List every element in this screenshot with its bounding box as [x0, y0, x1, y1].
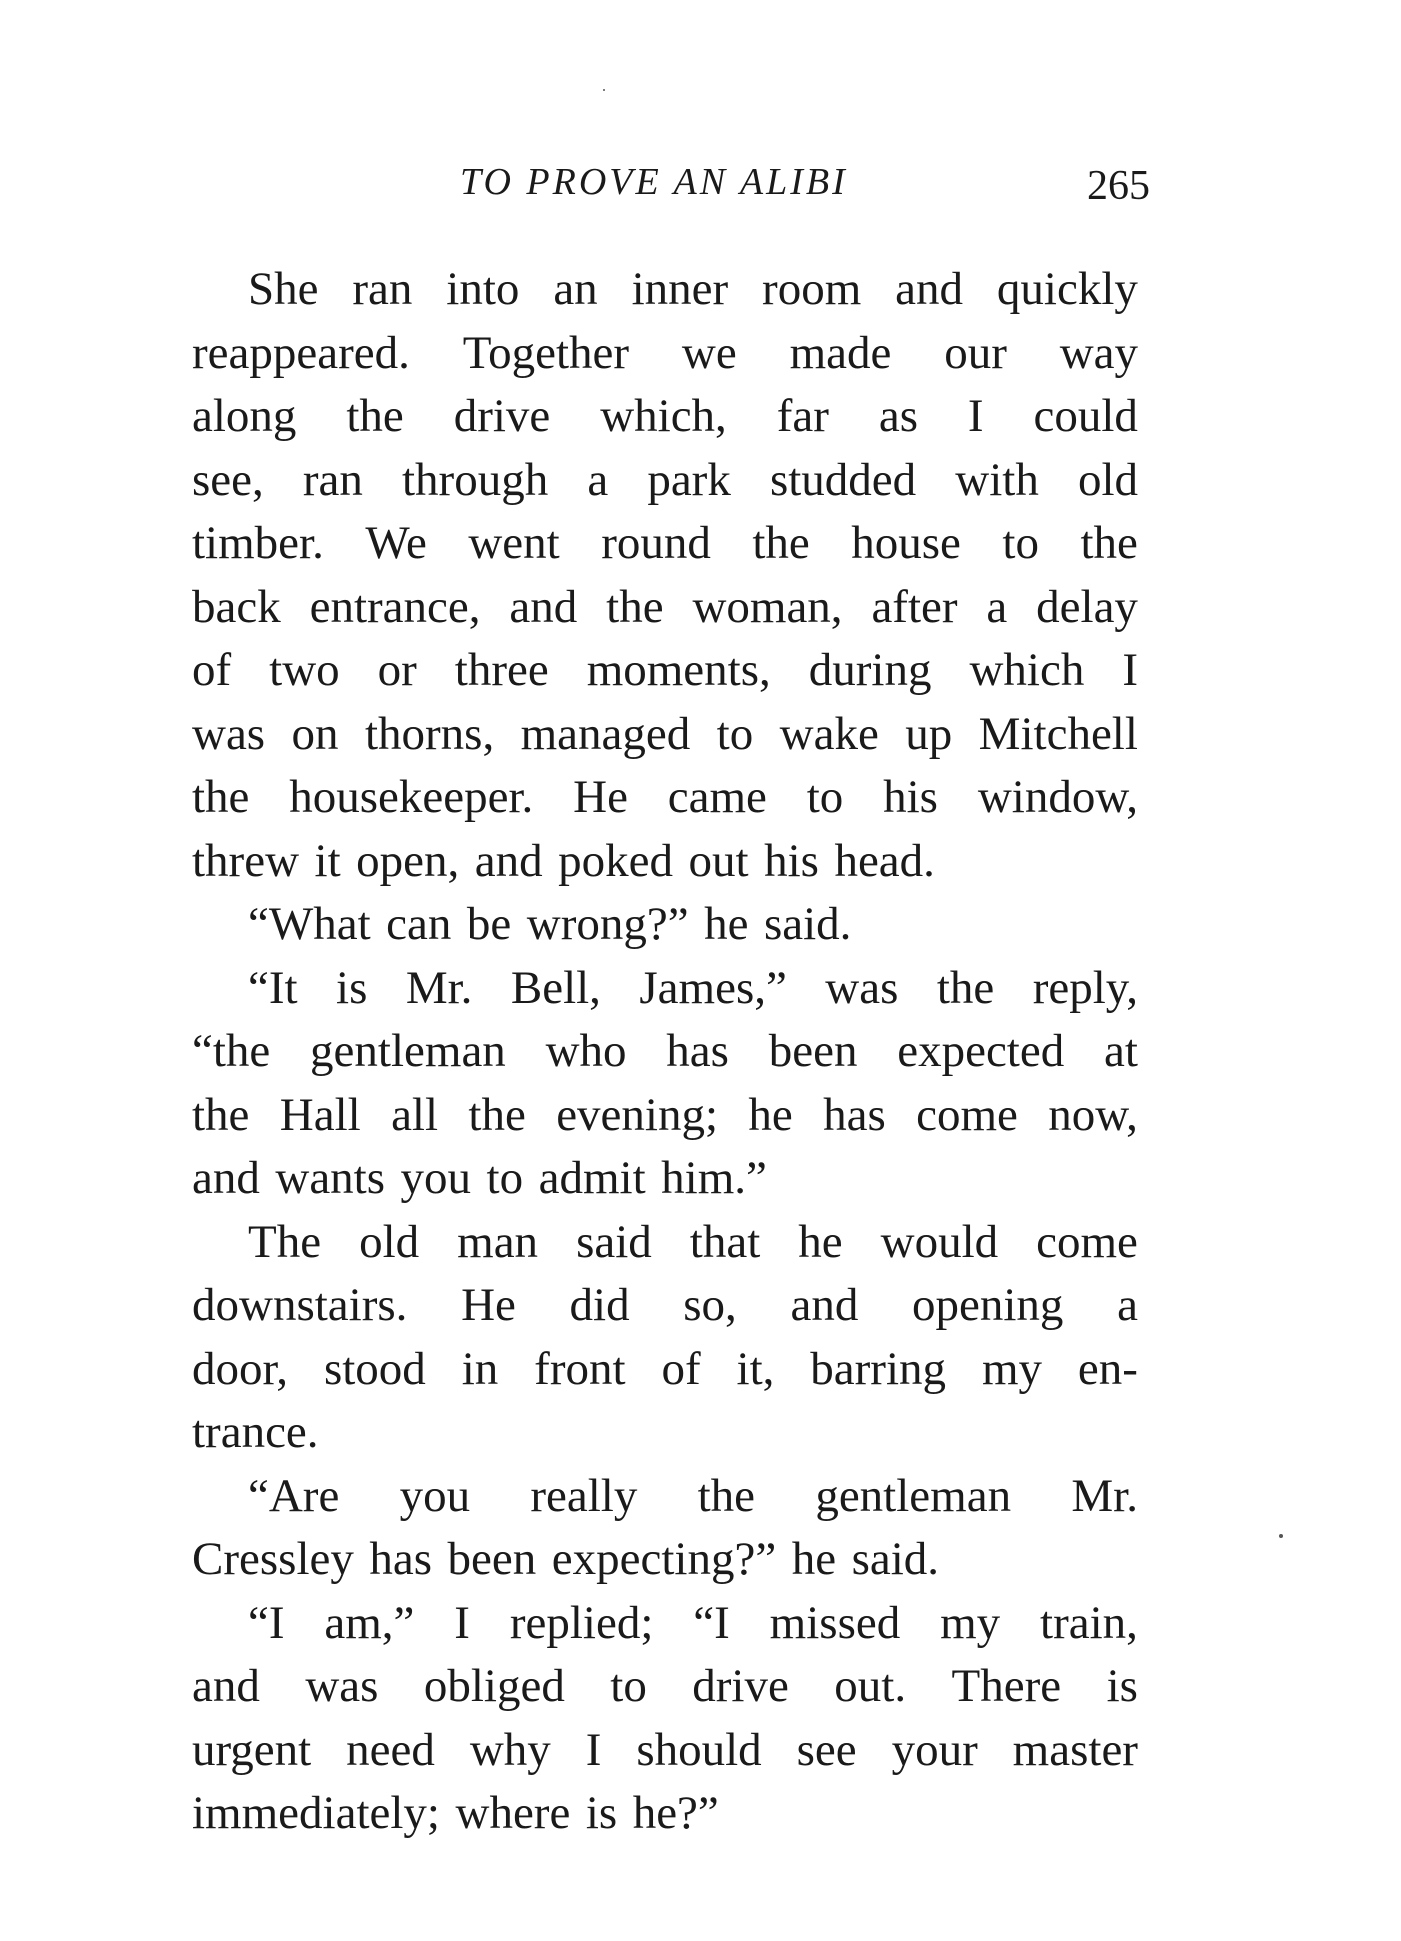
running-title: TO PROVE AN ALIBI [460, 161, 848, 203]
text-line: “I am,” I replied; “I missed my train, [248, 1596, 1138, 1649]
text-line: trance. [192, 1406, 319, 1458]
text-line: threw it open, and poked out his head. [192, 834, 935, 887]
text-line: “What can be wrong?” he said. [248, 898, 852, 950]
body-text [192, 258, 1138, 1846]
text-line: along the drive which, far as I could [192, 390, 1138, 442]
print-speck [1279, 1534, 1283, 1538]
text-line: the Hall all the evening; he has come now, [192, 1088, 1138, 1141]
text-line: “It is Mr. Bell, James,” was the reply, [248, 961, 1138, 1014]
running-head [190, 160, 1150, 220]
text-line: Cressley has been expecting?” he said. [192, 1533, 940, 1585]
print-speck [603, 89, 605, 91]
text-line: back entrance, and the woman, after a delay [192, 580, 1138, 633]
text-line: downstairs. He did so, and opening a [192, 1279, 1138, 1331]
text-line: was on thorns, managed to wake up Mitchell [192, 707, 1138, 760]
text-line: see, ran through a park studded with old [192, 453, 1138, 506]
text-line: “the gentleman who has been expected at [192, 1025, 1138, 1077]
page-number: 265 [1087, 163, 1150, 209]
text-line: and wants you to admit him.” [192, 1152, 767, 1204]
text-line: reappeared. Together we made our way [192, 326, 1138, 379]
text-line: and was obliged to drive out. There is [192, 1660, 1138, 1712]
text-line: She ran into an inner room and quickly [248, 263, 1138, 315]
text-line: timber. We went round the house to the [192, 517, 1138, 569]
text-line: immediately; where is he?” [192, 1787, 719, 1839]
text-line: “Are you really the gentleman Mr. [248, 1469, 1138, 1522]
text-line: urgent need why I should see your master [192, 1723, 1138, 1776]
text-line: The old man said that he would come [248, 1215, 1138, 1268]
text-line: of two or three moments, during which I [192, 644, 1138, 696]
text-line: door, stood in front of it, barring my en- [192, 1342, 1138, 1395]
text-line: the housekeeper. He came to his window, [192, 771, 1138, 823]
